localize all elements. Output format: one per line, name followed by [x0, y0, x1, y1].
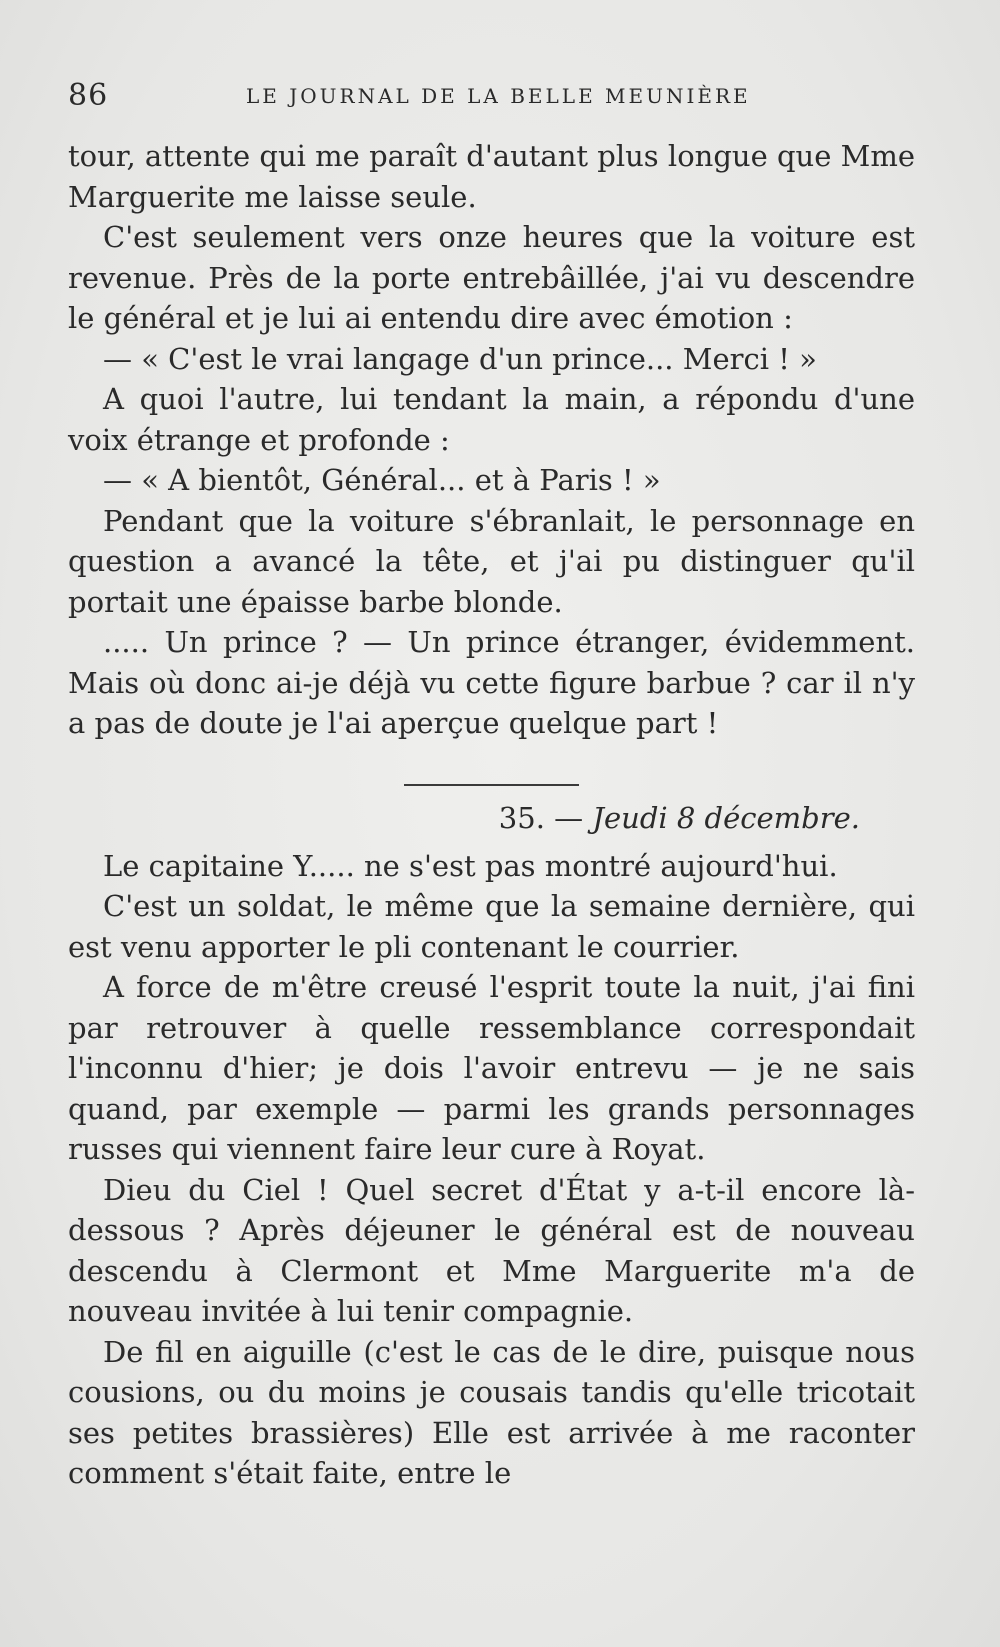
entry-date: Jeudi 8 décembre.	[592, 800, 860, 835]
paragraph: ..... Un prince ? — Un prince étranger, évidemment. Mais où donc ai-je déjà vu cette figure barbue ? car il n'y a pas de doute je l'ai aperçue quelque part !	[68, 625, 915, 740]
paragraph: Dieu du Ciel ! Quel secret d'État y a-t-il encore là-dessous ? Après déjeuner le général est de nouveau descendu à Clermont et Mme Marguerite m'a de nouveau invitée à lui tenir compagnie.	[68, 1172, 915, 1328]
paragraph: A force de m'être creusé l'esprit toute la nuit, j'ai fini par retrouver à quelle ressemblance correspondait l'inconnu d'hier; je dois l'avoir entrevu — je ne sais quand, par exemple — parmi les grands personnages russes qui viennent faire leur cure à Royat.	[68, 970, 915, 1166]
paragraph: Le capitaine Y..... ne s'est pas montré aujourd'hui.	[103, 848, 838, 883]
section-divider	[404, 784, 579, 786]
entry-number: 35. —	[498, 800, 584, 835]
paragraph: A quoi l'autre, lui tendant la main, a répondu d'une voix étrange et profonde :	[68, 382, 915, 457]
paragraph: C'est seulement vers onze heures que la voiture est revenue. Près de la porte entrebâillée, j'ai vu descendre le général et je lui ai entendu dire avec émotion :	[68, 220, 915, 335]
dialogue-line: — « A bientôt, Général... et à Paris ! »	[103, 463, 661, 497]
paragraph: tour, attente qui me paraît d'autant plus longue que Mme Marguerite me laisse seule.	[68, 139, 915, 214]
diary-entry-heading	[68, 798, 915, 838]
dialogue-line: — « C'est le vrai langage d'un prince... Merci ! »	[103, 341, 817, 376]
page-number: 86	[68, 78, 109, 113]
body-text	[68, 136, 915, 1494]
paragraph: De fil en aiguille (c'est le cas de le dire, puisque nous cousions, ou du moins je cousais tandis qu'elle tricotait ses petites brassières) Elle est arrivée à me raconter comment s'était faite, entre le	[68, 1334, 915, 1490]
paragraph: C'est un soldat, le même que la semaine dernière, qui est venu apporter le pli contenant le courrier.	[68, 889, 915, 964]
paragraph: Pendant que la voiture s'ébranlait, le personnage en question a avancé la tête, et j'ai pu distinguer qu'il portait une épaisse barbe blonde.	[68, 503, 915, 619]
page-header	[68, 78, 940, 114]
running-title: LE JOURNAL DE LA BELLE MEUNIÈRE	[246, 84, 751, 108]
